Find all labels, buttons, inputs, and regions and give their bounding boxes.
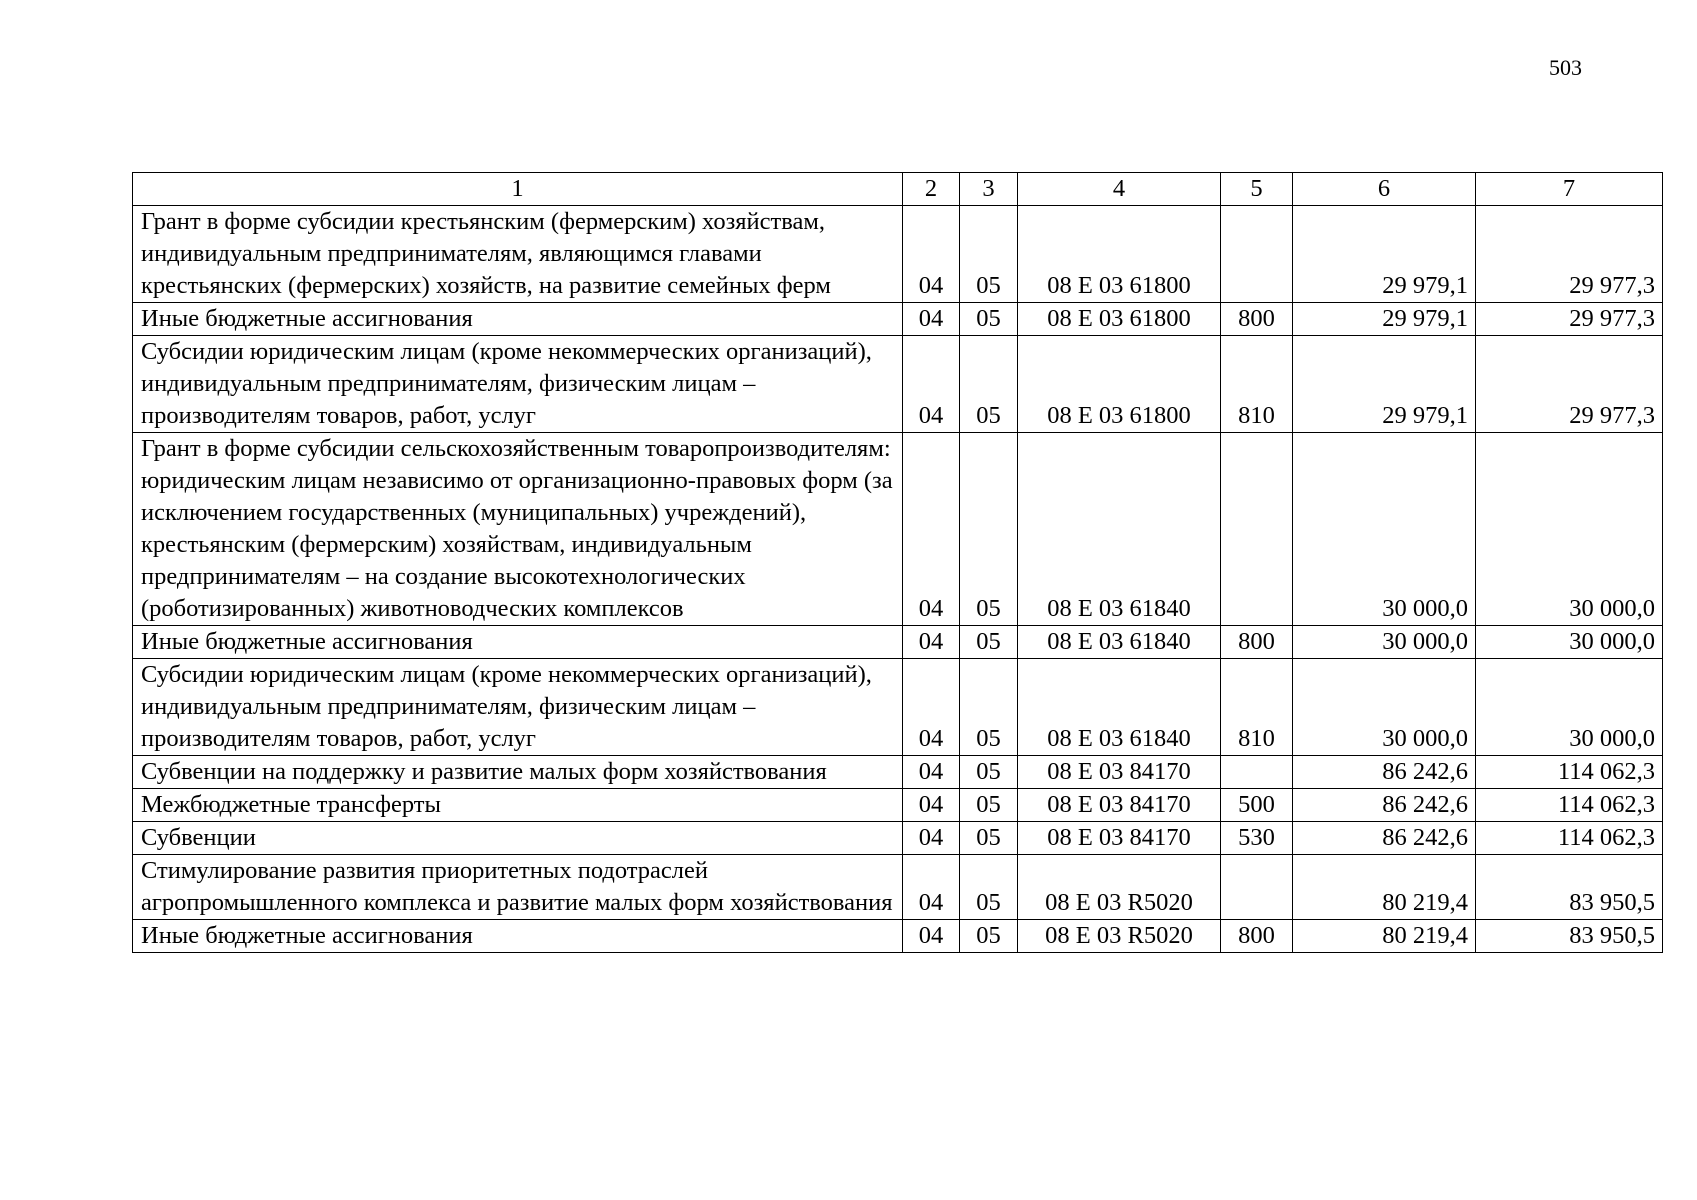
amount-col6: 80 219,4: [1293, 920, 1476, 953]
row-name: Иные бюджетные ассигнования: [133, 626, 903, 659]
table-row: [133, 336, 1663, 433]
subsection-code: 05: [960, 822, 1018, 855]
amount-col6: 29 979,1: [1293, 336, 1476, 433]
expense-type-code: 810: [1221, 336, 1293, 433]
amount-col6: 86 242,6: [1293, 756, 1476, 789]
column-header: 5: [1221, 173, 1293, 206]
target-article-code: 08 Е 03 61800: [1018, 336, 1221, 433]
subsection-code: 05: [960, 626, 1018, 659]
amount-col6: 86 242,6: [1293, 822, 1476, 855]
target-article-code: 08 Е 03 61840: [1018, 433, 1221, 626]
target-article-code: 08 Е 03 61840: [1018, 659, 1221, 756]
column-header: 1: [133, 173, 903, 206]
section-code: 04: [903, 756, 960, 789]
amount-col7: 114 062,3: [1476, 756, 1663, 789]
subsection-code: 05: [960, 433, 1018, 626]
amount-col7: 83 950,5: [1476, 855, 1663, 920]
subsection-code: 05: [960, 303, 1018, 336]
amount-col7: 83 950,5: [1476, 920, 1663, 953]
target-article-code: 08 Е 03 61840: [1018, 626, 1221, 659]
expense-type-code: 810: [1221, 659, 1293, 756]
expense-type-code: 530: [1221, 822, 1293, 855]
budget-table: [132, 172, 1663, 953]
target-article-code: 08 Е 03 84170: [1018, 822, 1221, 855]
target-article-code: 08 Е 03 61800: [1018, 206, 1221, 303]
subsection-code: 05: [960, 206, 1018, 303]
subsection-code: 05: [960, 659, 1018, 756]
amount-col7: 30 000,0: [1476, 433, 1663, 626]
row-name: Субсидии юридическим лицам (кроме некоммерческих организаций), индивидуальным предпринимателям, физическим лицам – производителям товаров, работ, услуг: [133, 659, 903, 756]
column-header: 3: [960, 173, 1018, 206]
subsection-code: 05: [960, 756, 1018, 789]
amount-col7: 30 000,0: [1476, 626, 1663, 659]
row-name: Субвенции: [133, 822, 903, 855]
amount-col7: 114 062,3: [1476, 789, 1663, 822]
table-row: [133, 855, 1663, 920]
table-row: [133, 789, 1663, 822]
amount-col6: 30 000,0: [1293, 626, 1476, 659]
section-code: 04: [903, 336, 960, 433]
table-row: [133, 920, 1663, 953]
section-code: 04: [903, 822, 960, 855]
column-header: 2: [903, 173, 960, 206]
table-row: [133, 626, 1663, 659]
expense-type-code: [1221, 433, 1293, 626]
table-row: [133, 206, 1663, 303]
amount-col6: 30 000,0: [1293, 433, 1476, 626]
amount-col7: 29 977,3: [1476, 336, 1663, 433]
section-code: 04: [903, 206, 960, 303]
amount-col7: 30 000,0: [1476, 659, 1663, 756]
section-code: 04: [903, 855, 960, 920]
subsection-code: 05: [960, 920, 1018, 953]
amount-col7: 114 062,3: [1476, 822, 1663, 855]
amount-col6: 30 000,0: [1293, 659, 1476, 756]
column-header: 4: [1018, 173, 1221, 206]
amount-col7: 29 977,3: [1476, 206, 1663, 303]
table-row: [133, 303, 1663, 336]
expense-type-code: [1221, 756, 1293, 789]
row-name: Иные бюджетные ассигнования: [133, 303, 903, 336]
table-row: [133, 659, 1663, 756]
target-article-code: 08 Е 03 84170: [1018, 756, 1221, 789]
expense-type-code: 500: [1221, 789, 1293, 822]
expense-type-code: [1221, 855, 1293, 920]
page-number: 503: [1549, 55, 1582, 80]
amount-col6: 29 979,1: [1293, 206, 1476, 303]
amount-col6: 80 219,4: [1293, 855, 1476, 920]
section-code: 04: [903, 433, 960, 626]
section-code: 04: [903, 303, 960, 336]
column-header: 6: [1293, 173, 1476, 206]
table-row: [133, 822, 1663, 855]
row-name: Иные бюджетные ассигнования: [133, 920, 903, 953]
row-name: Грант в форме субсидии крестьянским (фермерским) хозяйствам, индивидуальным предпринимателям, являющимся главами крестьянских (фермерских) хозяйств, на развитие семейных ферм: [133, 206, 903, 303]
row-name: Межбюджетные трансферты: [133, 789, 903, 822]
target-article-code: 08 Е 03 84170: [1018, 789, 1221, 822]
target-article-code: 08 Е 03 R5020: [1018, 855, 1221, 920]
expense-type-code: 800: [1221, 626, 1293, 659]
amount-col7: 29 977,3: [1476, 303, 1663, 336]
target-article-code: 08 Е 03 R5020: [1018, 920, 1221, 953]
subsection-code: 05: [960, 789, 1018, 822]
expense-type-code: 800: [1221, 920, 1293, 953]
amount-col6: 29 979,1: [1293, 303, 1476, 336]
subsection-code: 05: [960, 336, 1018, 433]
subsection-code: 05: [960, 855, 1018, 920]
section-code: 04: [903, 659, 960, 756]
table-row: [133, 433, 1663, 626]
row-name: Субвенции на поддержку и развитие малых форм хозяйствования: [133, 756, 903, 789]
expense-type-code: [1221, 206, 1293, 303]
section-code: 04: [903, 789, 960, 822]
row-name: Субсидии юридическим лицам (кроме некоммерческих организаций), индивидуальным предпринимателям, физическим лицам – производителям товаров, работ, услуг: [133, 336, 903, 433]
table-row: [133, 756, 1663, 789]
row-name: Грант в форме субсидии сельскохозяйственным товаропроизводителям: юридическим лицам независимо от организационно-правовых форм (за исключением государственных (муниципальных) учреждений), крестьянским (фермерским) хозяйствам, индивидуальным предпринимателям – на создание высокотехнологических (роботизированных) животноводческих комплексов: [133, 433, 903, 626]
target-article-code: 08 Е 03 61800: [1018, 303, 1221, 336]
expense-type-code: 800: [1221, 303, 1293, 336]
row-name: Стимулирование развития приоритетных подотраслей агропромышленного комплекса и развитие малых форм хозяйствования: [133, 855, 903, 920]
section-code: 04: [903, 626, 960, 659]
section-code: 04: [903, 920, 960, 953]
table-header-row: [133, 173, 1663, 206]
amount-col6: 86 242,6: [1293, 789, 1476, 822]
column-header: 7: [1476, 173, 1663, 206]
